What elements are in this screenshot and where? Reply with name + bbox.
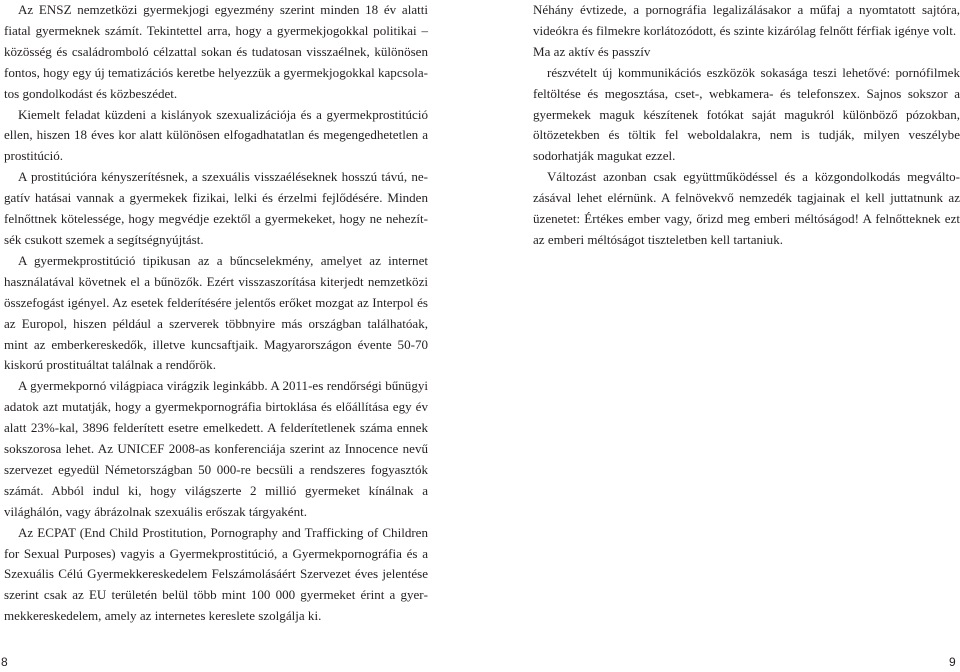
paragraph: A gyermekpornó világpiaca virágzik leginkább. A 2011-es rendőrségi bűnügyi adatok azt mutatják, hogy a gyermekpornográfia birtoklása és előállítása egy év alatt 23%-kal, 3896 felderített esetre emelkedett. A felderítetlenek száma ennek sokszorosa lehet. Az UNICEF 2008-as konferenciája szerint az Innocence nevű szervezet egyedül Németországban 50 000-re becsüli a rendszeres fogyasztók számát. Abból indul ki, hogy világszerte 2 millió gyermeket kínálnak a világhálón, vagy ábrázolnak szexuális erőszak tárgyaként. xyxy=(4,378,428,519)
paragraph: A prostitúcióra kényszerítésnek, a szexuális visszaéléseknek hosszú távú, negatív hatásai vannak a gyermekek fizikai, lelki és érzelmi fejlődésére. Minden felnőttnek kötelessége, hogy megvédje ezektől a gyermekeket, hogy ne nehezítsék csukott szemek a segítségnyújtást. xyxy=(4,169,428,247)
paragraph: Kiemelt feladat küzdeni a kislányok szexualizációja és a gyermekprostitúció ellen, hiszen 18 éves kor alatt különösen elfogadhatatlan és megengedhetetlen a prostitúció. xyxy=(4,106,428,164)
paragraph: Az ENSZ nemzetközi gyermekjogi egyezmény szerint minden 18 év alatti fiatal gyermeknek számít. Tekintettel arra, hogy a gyermekjogokkal politikai – közösség és családromboló célzattal sokan és tudatosan visszaélnek, különösen fontos, hogy egy új tematizációs keretbe helyezzük a gyermekjogokkal kapcsolatos gondolkodást és közbeszédet. xyxy=(4,2,428,101)
page-number-left: 8 xyxy=(1,655,8,669)
left-text-column xyxy=(4,0,428,627)
paragraph: Változást azonban csak együttműködéssel és a közgondolkodás megváltozásával lehet elérnünk. A felnövekvő nemzedék tagjainak el kell juttatnunk az üzenetet: Értékes ember vagy, őrizd meg emberi méltóságod! A felnőtteknek ezt az emberi méltóságot tiszteletben kell tartaniuk. xyxy=(533,169,960,247)
paragraph: részvételt új kommunikációs eszközök sokasága teszi lehetővé: pornófilmek feltöltése és megosztása, cset-, webkamera- és telefonszex. Sajnos sokszor a gyermekek maguk készítenek fotókat saját magukról különböző pózokban, öltözetekben és töltik fel weboldalakra, nem is tudják, milyen veszélybe sodorhatják magukat ezzel. xyxy=(533,64,960,164)
paragraph: Az ECPAT (End Child Prostitution, Pornography and Trafficking of Children for Sexual Purposes) vagyis a Gyermekprostitúció, a Gyermekpornográfia és a Szexuális Célú Gyermekkereskedelem Felszámolásáért Szervezet éves jelentése szerint csak az EU területén belül több mint 100 000 gyermeket érint a gyermekkereskedelem, amely az internetes kereslete szolgálja ki. xyxy=(4,524,428,624)
paragraph: Ma az aktív és passzív xyxy=(533,43,651,59)
page-number-right: 9 xyxy=(949,655,956,669)
paragraph: Néhány évtizede, a pornográfia legalizálásakor a műfaj a nyomtatott sajtóra, videókra és filmekre korlátozódott, és szinte kizárólag felnőtt férfiak igénye volt. xyxy=(533,2,960,38)
right-text-column xyxy=(533,0,960,251)
paragraph: A gyermekprostitúció tipikusan az a bűncselekmény, amelyet az internet használatával követnek el a bűnözők. Ezért visszaszorítása kiterjedt nemzetközi összefogást igényel. Az esetek felderítésére jelentős erőket mozgat az Interpol és az Europol, hiszen például a szerverek többnyire más országban találhatóak, mint az emberkereskedők, illetve kuncsaftjaik. Magyarországon évente 50-70 kiskorú prostituáltat találnak a rendőrök. xyxy=(4,252,428,373)
